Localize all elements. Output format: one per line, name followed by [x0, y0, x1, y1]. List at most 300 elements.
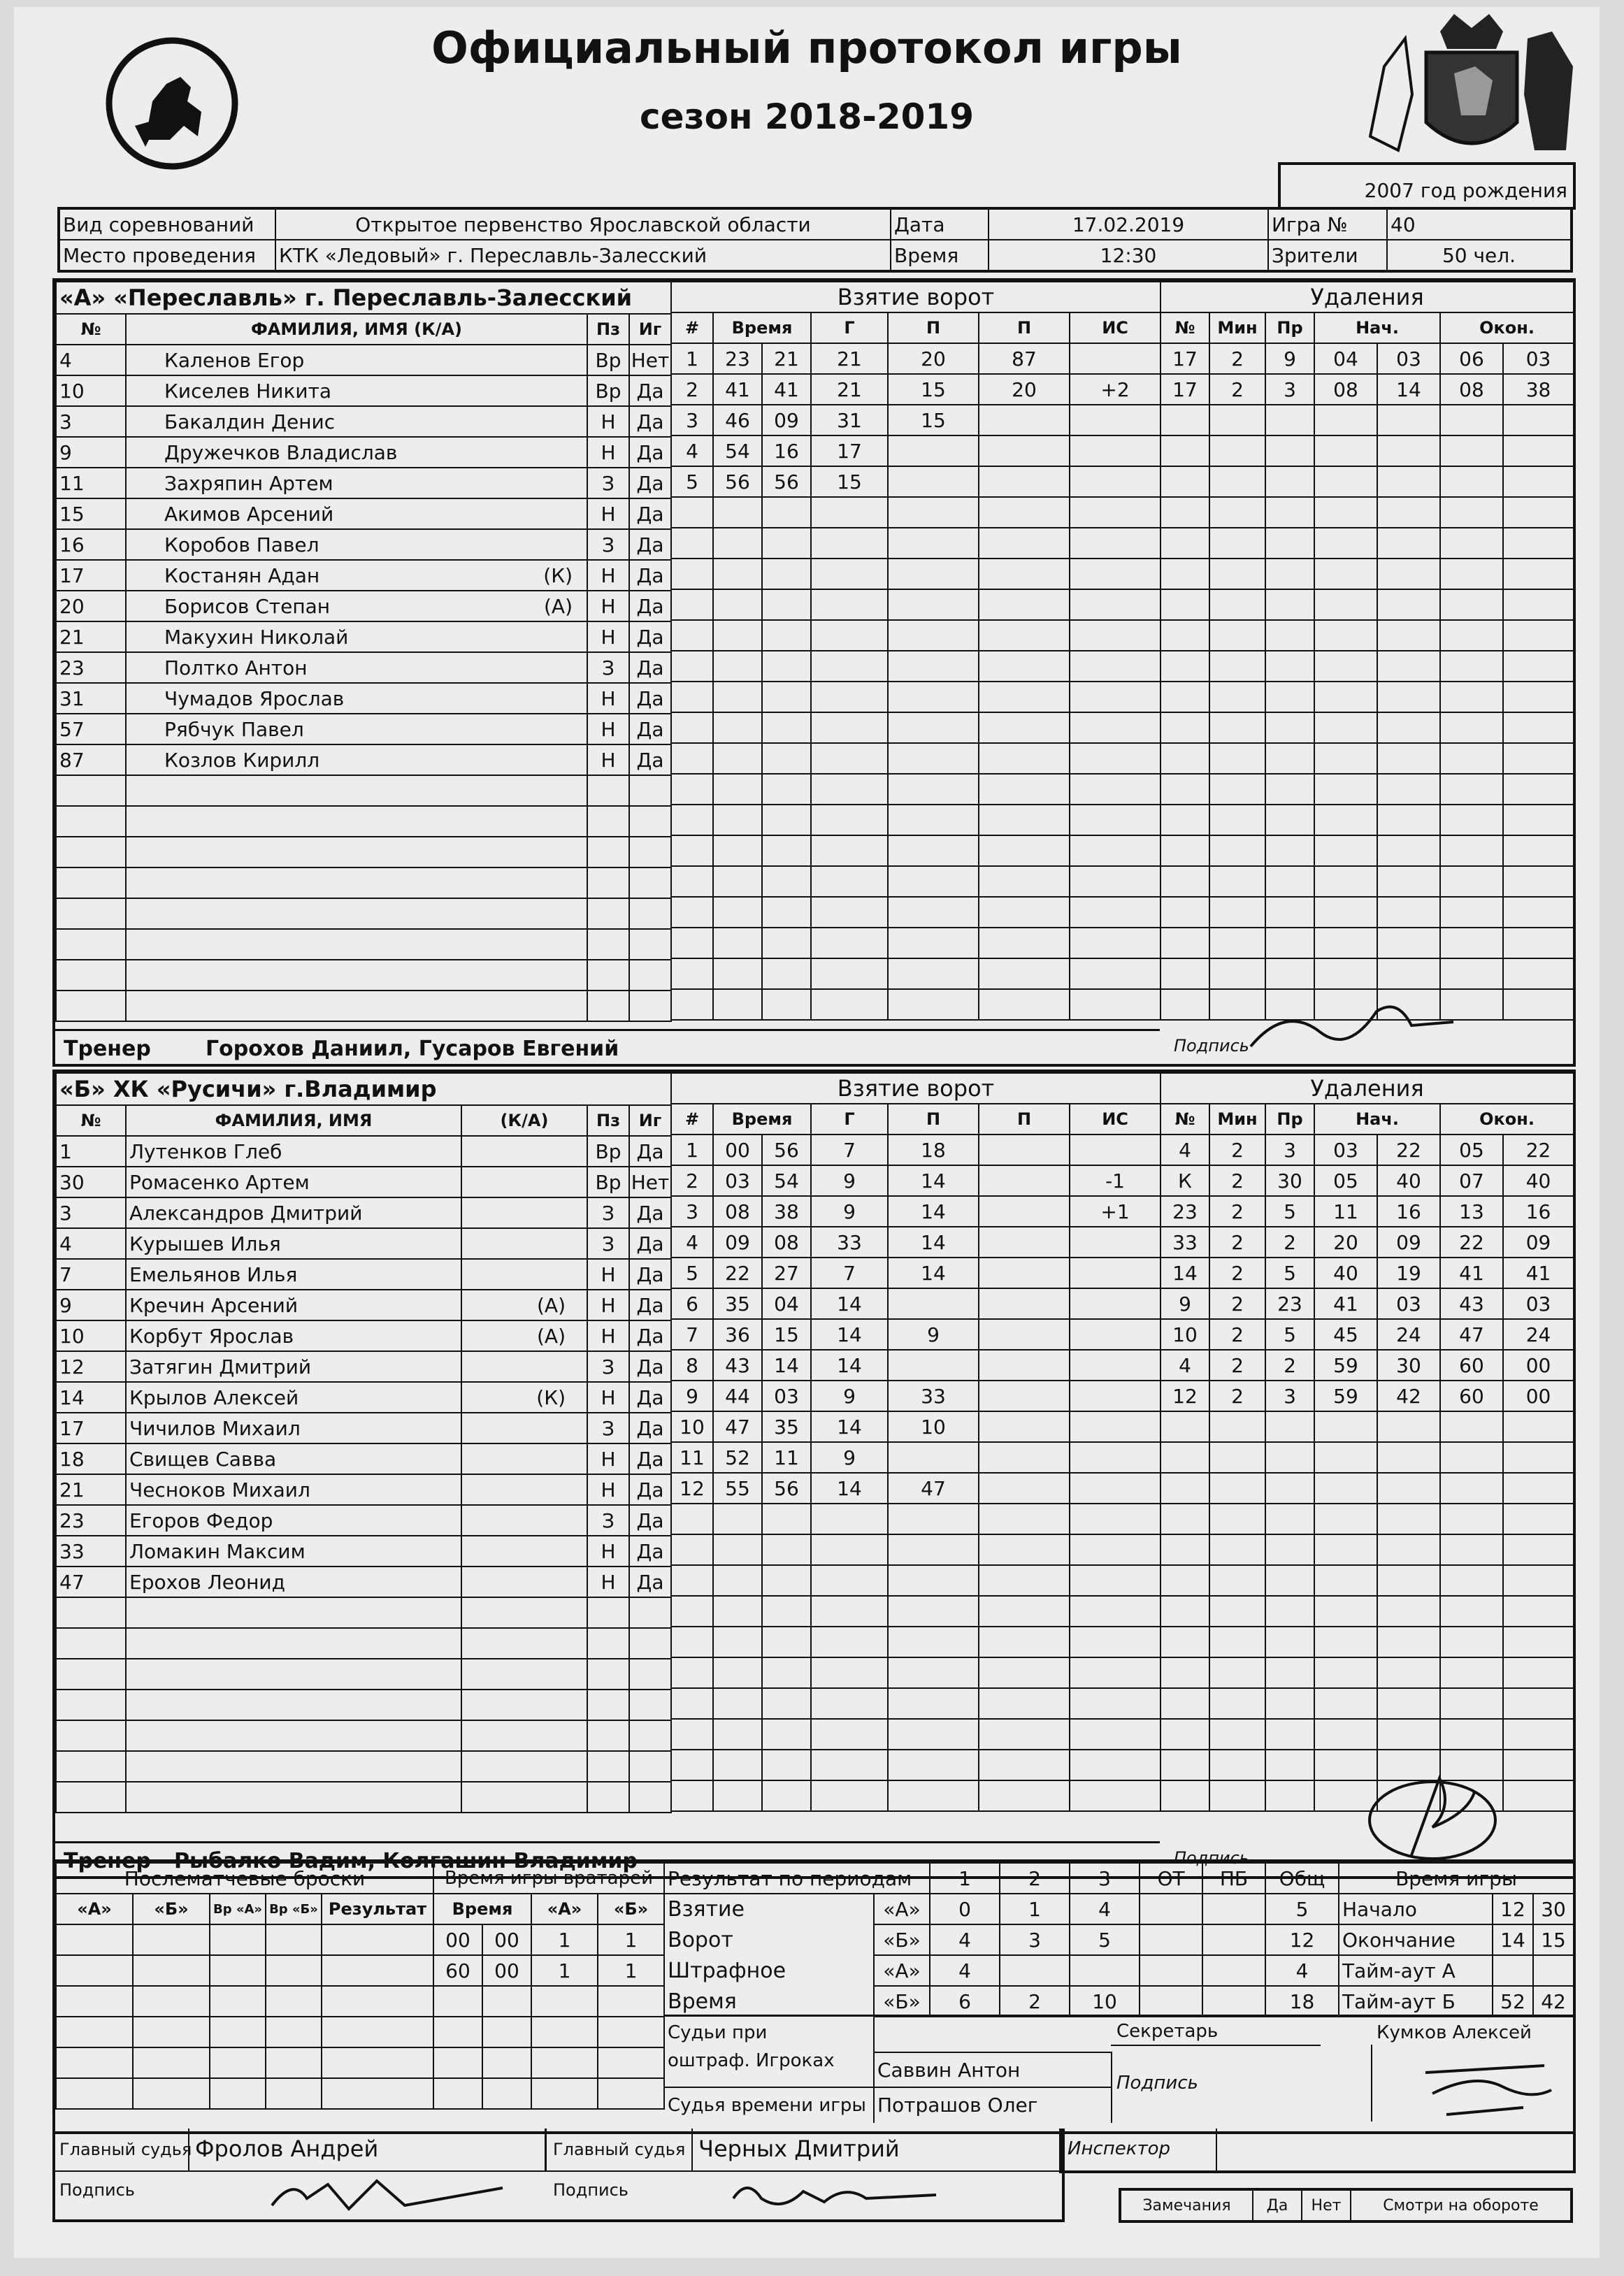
goal-cell [888, 1750, 979, 1780]
season-subtitle: сезон 2018-2019 [640, 96, 974, 137]
penalty-cell [1160, 1473, 1209, 1504]
goal-cell: 03 [762, 1381, 811, 1411]
player-number: 9 [56, 437, 126, 468]
penalty-cell [1377, 405, 1440, 435]
time-judge: Потрашов Олег [877, 2094, 1038, 2117]
penalty-cell [1209, 466, 1265, 497]
goal-cell: 36 [713, 1319, 762, 1350]
penalty-cell [1314, 435, 1377, 466]
goal-cell: 17 [811, 435, 888, 466]
goal-cell [762, 866, 811, 897]
period-value [1070, 1955, 1140, 1986]
goal-cell [671, 528, 713, 559]
officials-block [663, 2015, 1573, 2133]
goal-cell [671, 897, 713, 928]
empty-cell [56, 1924, 133, 1955]
penalty-cell [1160, 805, 1209, 835]
penalty-cell [1160, 989, 1209, 1020]
goal-cell [1070, 497, 1160, 528]
table-row [1160, 1442, 1574, 1473]
goal-cell [979, 1596, 1070, 1627]
empty-cell [56, 1690, 126, 1720]
penalty-cell [1265, 1565, 1314, 1596]
player-name: Лутенков Глеб [126, 1136, 461, 1167]
table-row [671, 1719, 1160, 1750]
penbox-judges-label-1: Судьи при [668, 2022, 768, 2043]
penalty-cell: 3 [1265, 1135, 1314, 1165]
table-row [433, 2078, 664, 2109]
period-value [1140, 1894, 1202, 1924]
goal-cell: 5 [671, 1258, 713, 1288]
empty-cell [587, 960, 629, 991]
penalty-cell [1265, 835, 1314, 866]
player-played: Да [629, 683, 671, 714]
penalty-cell [1377, 1719, 1440, 1750]
table-row [671, 958, 1160, 989]
penalty-cell: 38 [1503, 374, 1574, 405]
penalty-cell [1440, 528, 1503, 559]
remarks-label: Замечания [1120, 2189, 1253, 2221]
period-header-ot: ОТ [1140, 1863, 1202, 1894]
table-row [56, 1290, 671, 1320]
goal-cell [811, 1688, 888, 1719]
table-row [664, 1894, 1339, 1924]
goal-cell [1070, 1319, 1160, 1350]
player-number: 17 [56, 1413, 126, 1443]
empty-cell [587, 929, 629, 960]
chief-ref-1-sign-label: Подпись [59, 2180, 135, 2200]
goal-cell: -1 [1070, 1165, 1160, 1196]
goal-cell [811, 1627, 888, 1657]
table-row [56, 714, 671, 744]
table-row [56, 775, 671, 806]
goal-cell [979, 897, 1070, 928]
goal-cell: 14 [811, 1319, 888, 1350]
table-row [56, 991, 671, 1021]
empty-cell [133, 2047, 210, 2078]
table-row [56, 560, 671, 591]
goal-cell [671, 989, 713, 1020]
penalty-cell [1503, 497, 1574, 528]
goal-cell [811, 928, 888, 958]
penalty-cell: 07 [1440, 1165, 1503, 1196]
goal-cell: 56 [762, 1135, 811, 1165]
penalty-cell: 03 [1377, 1288, 1440, 1319]
penalty-cell [1440, 405, 1503, 435]
goals-header-num: # [671, 1104, 713, 1135]
penalty-cell [1503, 435, 1574, 466]
team-a-coach: Горохов Даниил, Гусаров Евгений [206, 1037, 619, 1061]
table-row [671, 374, 1160, 405]
player-name: Ерохов Леонид [126, 1566, 461, 1597]
empty-cell [629, 1720, 671, 1751]
player-number: 7 [56, 1259, 126, 1290]
goal-cell [1070, 1780, 1160, 1811]
player-position: Н [587, 1259, 629, 1290]
penalty-cell [1209, 1534, 1265, 1565]
game-time-hours: 14 [1493, 1924, 1533, 1955]
goal-cell [671, 958, 713, 989]
penalty-cell [1265, 1534, 1314, 1565]
penalty-cell [1440, 1596, 1503, 1627]
player-name: Рябчук Павел [164, 717, 304, 741]
period-value: 2 [1000, 1986, 1070, 2017]
penalty-cell [1209, 651, 1265, 682]
chief-ref-1-box [55, 2129, 547, 2172]
goal-cell [1070, 1750, 1160, 1780]
goal-cell [671, 774, 713, 805]
goal-cell [713, 1719, 762, 1750]
penalty-cell [1265, 1504, 1314, 1534]
table-row [56, 1136, 671, 1167]
goal-cell [762, 1688, 811, 1719]
penalty-cell: 06 [1440, 343, 1503, 374]
table-row [1160, 835, 1574, 866]
player-number: 9 [56, 1290, 126, 1320]
gk-cell [482, 2017, 531, 2047]
player-role [461, 1505, 587, 1536]
period-value [1202, 1955, 1265, 1986]
penalty-cell [1160, 1596, 1209, 1627]
penalty-cell [1314, 466, 1377, 497]
player-number: 47 [56, 1566, 126, 1597]
gk-cell [433, 2047, 482, 2078]
penalty-cell [1503, 466, 1574, 497]
penalty-cell [1440, 743, 1503, 774]
player-number: 18 [56, 1443, 126, 1474]
penalty-cell [1440, 774, 1503, 805]
penalty-cell: 23 [1265, 1288, 1314, 1319]
penalty-cell: 41 [1503, 1258, 1574, 1288]
penalty-cell [1440, 897, 1503, 928]
goal-cell [979, 528, 1070, 559]
goal-cell [713, 835, 762, 866]
goal-cell: 21 [762, 343, 811, 374]
goal-cell: 15 [811, 466, 888, 497]
gk-cell: 00 [482, 1924, 531, 1955]
penalty-cell [1314, 559, 1377, 589]
penalty-cell [1265, 805, 1314, 835]
penalty-cell [1503, 1411, 1574, 1442]
game-info-table [57, 207, 1573, 273]
player-played: Да [629, 1443, 671, 1474]
team-a-section [52, 278, 1576, 1067]
penalty-cell: 3 [1265, 1381, 1314, 1411]
player-name: Козлов Кирилл [164, 748, 320, 772]
table-row [56, 591, 671, 621]
empty-cell [56, 1782, 126, 1813]
empty-cell [266, 1924, 322, 1955]
empty-cell [266, 2017, 322, 2047]
player-number: 4 [56, 1228, 126, 1259]
penalty-cell [1503, 1473, 1574, 1504]
player-played: Да [629, 498, 671, 529]
chief-ref-2-box [545, 2129, 1062, 2172]
player-name: Макухин Николай [164, 625, 349, 649]
player-position: З [587, 1197, 629, 1228]
penalty-cell: 2 [1209, 1381, 1265, 1411]
goal-cell [1070, 589, 1160, 620]
time-judge-label-box [663, 2087, 875, 2123]
goal-cell [1070, 405, 1160, 435]
player-number: 3 [56, 406, 126, 437]
goal-cell [762, 1657, 811, 1688]
penalty-cell [1377, 651, 1440, 682]
goal-cell: 4 [671, 435, 713, 466]
penalty-cell [1160, 651, 1209, 682]
roster-header-pos: Пз [587, 314, 629, 345]
goal-cell [1070, 343, 1160, 374]
goal-cell [1070, 1381, 1160, 1411]
date-label: Дата [891, 208, 989, 240]
birth-year: 2007 год рождения [1364, 179, 1567, 202]
table-row [671, 1627, 1160, 1657]
goal-cell: 35 [713, 1288, 762, 1319]
penalty-cell [1265, 497, 1314, 528]
player-played: Нет [629, 1167, 671, 1197]
goal-cell [979, 1688, 1070, 1719]
empty-cell [629, 960, 671, 991]
penalty-cell [1377, 743, 1440, 774]
player-role [461, 1443, 587, 1474]
table-row [671, 466, 1160, 497]
goal-cell [713, 958, 762, 989]
penalty-cell [1440, 928, 1503, 958]
period-value: 1 [1000, 1894, 1070, 1924]
game-no-label: Игра № [1268, 208, 1387, 240]
penalty-cell: 2 [1209, 1258, 1265, 1288]
game-time-table [1338, 1862, 1574, 2017]
penalty-cell [1160, 497, 1209, 528]
remarks-yes: Да [1253, 2189, 1302, 2221]
game-time-minutes: 30 [1533, 1894, 1574, 1924]
table-row [56, 1536, 671, 1566]
goal-cell: 15 [888, 405, 979, 435]
table-row [1160, 1596, 1574, 1627]
goal-cell [671, 1504, 713, 1534]
player-position: Н [587, 498, 629, 529]
goal-cell: 1 [671, 1135, 713, 1165]
goal-cell: 21 [811, 374, 888, 405]
table-row [56, 345, 671, 375]
penalty-cell [1265, 1719, 1314, 1750]
empty-cell [461, 1597, 587, 1628]
penalty-cell [1503, 989, 1574, 1020]
shootout-table [55, 1862, 434, 2110]
player-played: Да [629, 1505, 671, 1536]
goal-cell [1070, 1534, 1160, 1565]
penalty-cell [1377, 1688, 1440, 1719]
penalty-cell [1503, 1688, 1574, 1719]
penalty-cell: 2 [1209, 1319, 1265, 1350]
empty-cell [56, 991, 126, 1021]
inspector-box [1059, 2129, 1576, 2173]
penalty-cell [1503, 805, 1574, 835]
team-a-signature-icon [1244, 991, 1481, 1060]
competition-value: Открытое первенство Ярославской области [275, 208, 891, 240]
goal-cell: 7 [671, 1319, 713, 1350]
goal-cell [888, 1442, 979, 1473]
table-row [1160, 682, 1574, 712]
table-row [1339, 1986, 1574, 2017]
goal-cell: 14 [811, 1288, 888, 1319]
goal-cell: 20 [888, 343, 979, 374]
table-row [56, 1351, 671, 1382]
penalty-cell: 2 [1209, 1227, 1265, 1258]
goal-cell [671, 866, 713, 897]
goals-header-situation: ИС [1070, 1104, 1160, 1135]
player-position: Вр [587, 375, 629, 406]
empty-cell [56, 929, 126, 960]
player-name-cell [126, 621, 587, 652]
goal-cell [1070, 928, 1160, 958]
player-number: 15 [56, 498, 126, 529]
time-label: Время [891, 240, 989, 271]
goal-cell [888, 1565, 979, 1596]
goal-cell: 46 [713, 405, 762, 435]
goal-cell [979, 1750, 1070, 1780]
penalty-cell [1503, 712, 1574, 743]
empty-cell [126, 806, 587, 837]
goal-cell [811, 559, 888, 589]
goal-cell [979, 466, 1070, 497]
period-row-team: «А» [874, 1894, 930, 1924]
penalty-cell [1440, 1719, 1503, 1750]
table-row [671, 805, 1160, 835]
goal-cell: 21 [811, 343, 888, 374]
goal-cell: 15 [762, 1319, 811, 1350]
player-number: 4 [56, 345, 126, 375]
goal-cell [1070, 989, 1160, 1020]
goal-cell: 47 [888, 1473, 979, 1504]
empty-cell [133, 1986, 210, 2017]
goal-cell [888, 1596, 979, 1627]
goal-cell [811, 958, 888, 989]
inspector-label: Инспектор [1068, 2138, 1170, 2159]
team-a-title: «А» «Переславль» г. Переславль-Залесский [56, 282, 671, 314]
goal-cell: +2 [1070, 374, 1160, 405]
penbox-judges-label-2: оштраф. Игроках [668, 2050, 835, 2071]
gk-title: Время игры вратарей [433, 1863, 664, 1894]
goal-cell: 9 [671, 1381, 713, 1411]
penalty-cell [1314, 405, 1377, 435]
gk-header-time: Время [433, 1894, 531, 1924]
pen-header-end: Окон. [1440, 1104, 1574, 1135]
penalty-cell: 30 [1377, 1350, 1440, 1381]
player-name: Ромасенко Артем [126, 1167, 461, 1197]
player-number: 11 [56, 468, 126, 498]
goal-cell [713, 682, 762, 712]
goal-cell [811, 1719, 888, 1750]
gk-cell [531, 2078, 598, 2109]
goal-cell: 47 [713, 1411, 762, 1442]
table-row [1160, 743, 1574, 774]
player-name-cell [126, 744, 587, 775]
penalty-cell [1440, 1688, 1503, 1719]
goal-cell [811, 682, 888, 712]
period-value: 3 [1000, 1924, 1070, 1955]
penalty-cell [1377, 466, 1440, 497]
penalty-cell [1209, 1411, 1265, 1442]
player-name: Александров Дмитрий [126, 1197, 461, 1228]
table-row [56, 468, 671, 498]
penalty-cell [1209, 805, 1265, 835]
penalty-cell [1377, 435, 1440, 466]
goal-cell [888, 589, 979, 620]
table-row [671, 1750, 1160, 1780]
chief-ref-2-label: Главный судья [553, 2140, 686, 2159]
roster-header-name: ФАМИЛИЯ, ИМЯ (К/А) [126, 314, 587, 345]
penalty-cell: 17 [1160, 374, 1209, 405]
table-row [1160, 589, 1574, 620]
goal-cell [762, 805, 811, 835]
goal-cell [1070, 743, 1160, 774]
penalty-cell [1209, 435, 1265, 466]
goal-cell: 09 [713, 1227, 762, 1258]
goal-cell [811, 1750, 888, 1780]
penalty-cell [1209, 1657, 1265, 1688]
goal-cell: 20 [979, 374, 1070, 405]
goal-cell: 41 [713, 374, 762, 405]
penalty-cell [1314, 1473, 1377, 1504]
player-name: Киселев Никита [164, 379, 332, 403]
empty-cell [133, 2017, 210, 2047]
penalty-cell: 24 [1503, 1319, 1574, 1350]
gk-cell [531, 1986, 598, 2017]
table-row [1160, 1657, 1574, 1688]
penalty-cell [1314, 835, 1377, 866]
penalty-cell [1265, 1657, 1314, 1688]
player-name-cell [126, 714, 587, 744]
goal-cell [713, 1750, 762, 1780]
goal-cell [1070, 1442, 1160, 1473]
goal-cell [888, 989, 979, 1020]
goal-cell [979, 1565, 1070, 1596]
player-number: 23 [56, 1505, 126, 1536]
goal-cell [979, 620, 1070, 651]
penalty-cell: 3 [1265, 374, 1314, 405]
goal-cell [1070, 435, 1160, 466]
goal-cell [811, 589, 888, 620]
gk-cell [531, 2017, 598, 2047]
spectators-value: 50 чел. [1387, 240, 1572, 271]
player-position: Н [587, 683, 629, 714]
penalty-cell [1440, 1473, 1503, 1504]
player-role [461, 1474, 587, 1505]
penalty-cell [1314, 897, 1377, 928]
gk-cell [482, 2047, 531, 2078]
table-row [56, 1443, 671, 1474]
player-played: Да [629, 529, 671, 560]
roster-header-pos: Пз [587, 1105, 629, 1136]
penalty-cell [1265, 1442, 1314, 1473]
table-row [1160, 528, 1574, 559]
table-row [56, 1505, 671, 1536]
goal-cell: 14 [888, 1165, 979, 1196]
time-judge-box [873, 2087, 1112, 2123]
player-name-cell [126, 591, 587, 621]
table-row [56, 929, 671, 960]
player-played: Да [629, 406, 671, 437]
goal-cell: 4 [671, 1227, 713, 1258]
player-name: Кречин Арсений [126, 1290, 461, 1320]
penalty-cell [1160, 1534, 1209, 1565]
table-row [671, 1596, 1160, 1627]
empty-cell [587, 1751, 629, 1782]
goal-cell [888, 805, 979, 835]
penalty-cell [1503, 589, 1574, 620]
goal-cell [762, 620, 811, 651]
